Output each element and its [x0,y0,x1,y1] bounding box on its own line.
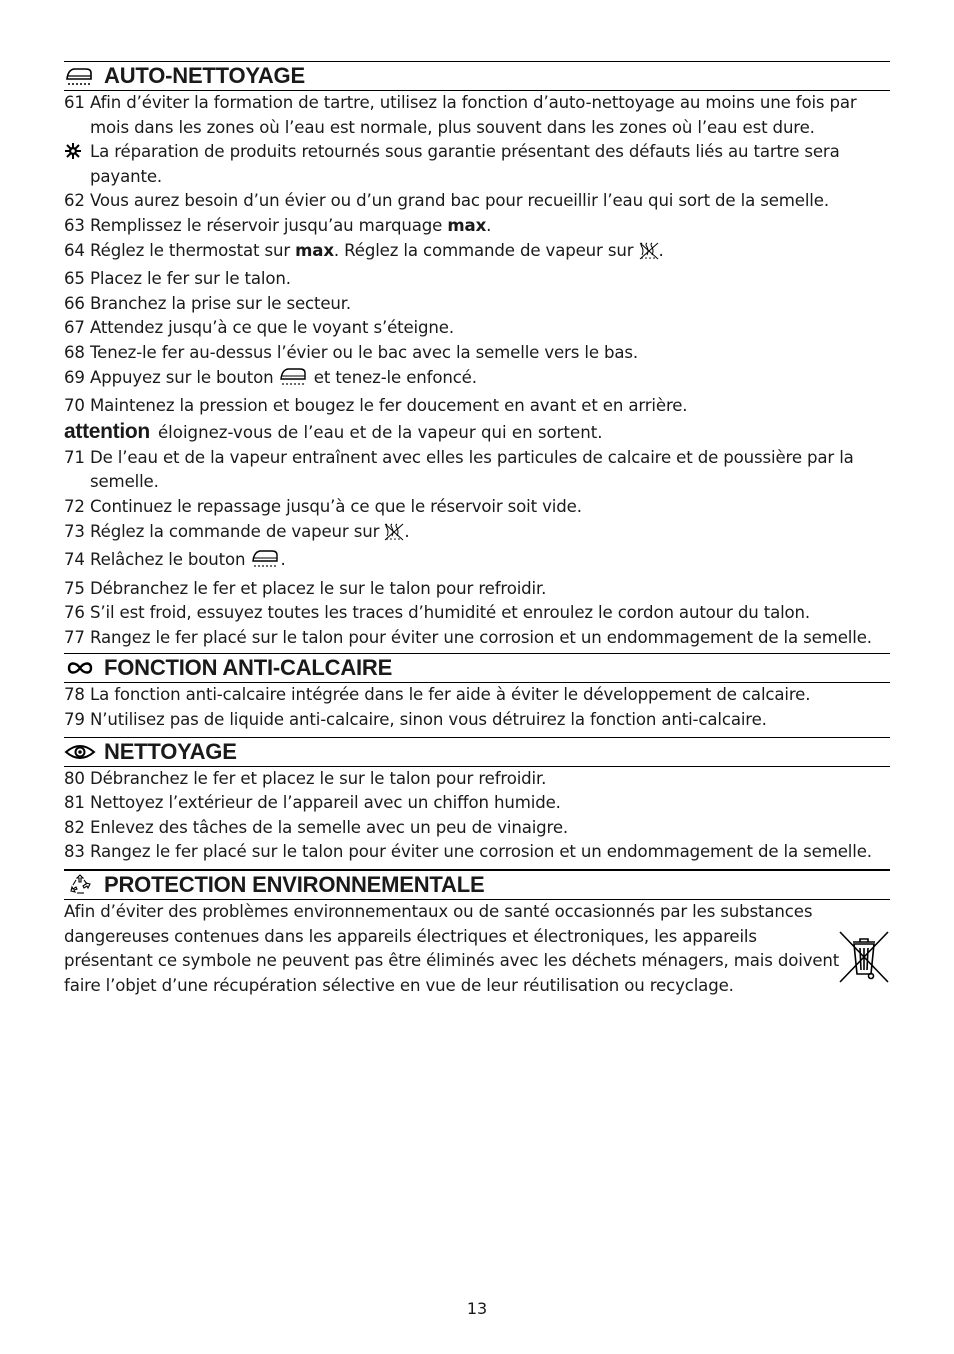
item-number: 67 [64,318,85,338]
section-title: NETTOYAGE [104,738,237,764]
recycle-icon [64,874,96,896]
text-fragment: . [486,215,492,235]
list-item [64,267,890,292]
auto-nettoyage-list [64,91,890,419]
nettoyage-list [64,767,890,865]
item-text: Débranchez le fer et placez le sur le talon pour refroidir. [90,768,547,788]
text-fragment: Réglez le thermostat sur [90,240,296,260]
item-number: 75 [64,578,85,598]
self-clean-iron-icon [64,65,96,87]
item-number: 79 [64,710,85,730]
item-text: Branchez la prise sur le secteur. [90,293,352,313]
text-fragment: et tenez-le enfoncé. [308,367,477,387]
text-fragment: Appuyez sur le bouton [90,367,279,387]
list-item [64,548,890,577]
item-number: 63 [64,215,85,235]
item-number: 65 [64,269,85,289]
list-item [64,495,890,520]
text-fragment: . Réglez la commande de vapeur sur [333,240,639,260]
item-number: 66 [64,293,85,313]
item-text [90,548,890,577]
item-text: Tenez-le fer au-dessus l’évier ou le bac avec la semelle vers le bas. [90,342,639,362]
item-text: Rangez le fer placé sur le talon pour éviter une corrosion et un endommagement de la semelle. [90,842,872,862]
list-item [64,239,890,268]
item-text: De l’eau et de la vapeur entraînent avec elles les particules de calcaire et de poussière par la semelle. [90,447,854,492]
text-fragment: Réglez la commande de vapeur sur [90,521,385,541]
steam-off-icon [384,523,404,549]
item-number: 64 [64,240,85,260]
warning-star-icon [64,140,90,189]
item-number: 72 [64,496,85,516]
item-number: 70 [64,396,85,416]
section-header-environnement [64,869,890,900]
item-text: Rangez le fer placé sur le talon pour éviter une corrosion et un endommagement de la semelle. [90,627,872,647]
item-number: 68 [64,342,85,362]
item-number: 71 [64,447,85,467]
list-item [64,446,890,495]
list-item [64,577,890,602]
section-title: PROTECTION ENVIRONNEMENTALE [104,872,485,898]
list-item [64,316,890,341]
list-item [64,708,890,733]
list-item [64,292,890,317]
text-fragment: . [280,550,286,570]
item-text: La réparation de produits retournés sous garantie présentant des défauts liés au tartre sera payante. [90,142,840,186]
environment-text: Afin d’éviter des problèmes environnementaux ou de santé occasionnés par les substances dangereuses contenues dans les appareils électriques et électroniques, les appareils présentant ce symbole ne peuvent pas être éliminés avec les déchets ménagers, mais doivent faire l’objet d’une récupération sélective en vue de leur réutilisation ou recyclage. [64,902,840,995]
list-item [64,767,890,792]
attention-label: attention [64,419,150,443]
item-text: La fonction anti-calcaire intégrée dans le fer aide à éviter le développement de calcaire. [90,685,811,705]
item-number: 83 [64,842,85,862]
item-text: Débranchez le fer et placez le sur le talon pour refroidir. [90,578,547,598]
list-item [64,601,890,626]
item-text [90,520,890,549]
item-text [90,239,890,268]
self-clean-button-icon [251,549,281,577]
item-text: Nettoyez l’extérieur de l’appareil avec un chiffon humide. [90,793,561,813]
steam-off-icon [639,242,659,268]
item-text: N’utilisez pas de liquide anti-calcaire, sinon vous détruirez la fonction anti-calcaire. [90,710,767,730]
section-title: FONCTION ANTI-CALCAIRE [104,655,393,681]
list-item [64,840,890,865]
item-number: 82 [64,817,85,837]
item-number: 78 [64,685,85,705]
crossed-out-wheelie-bin-icon [838,930,890,994]
section-header-nettoyage [64,737,890,767]
item-number: 69 [64,367,85,387]
item-text: Enlevez des tâches de la semelle avec un peu de vinaigre. [90,817,569,837]
auto-nettoyage-list-continued [64,446,890,651]
item-number: 74 [64,550,85,570]
item-number: 73 [64,521,85,541]
environment-paragraph [64,900,890,998]
item-number: 77 [64,627,85,647]
item-text: S’il est froid, essuyez toutes les traces d’humidité et enroulez le cordon autour du talon. [90,603,811,623]
item-text: Continuez le repassage jusqu’à ce que le réservoir soit vide. [90,496,582,516]
infinity-icon [64,657,96,679]
item-text: Maintenez la pression et bougez le fer doucement en avant et en arrière. [90,396,688,416]
list-item [64,140,890,189]
eye-icon [64,741,96,763]
attention-note [64,419,890,446]
list-item [64,791,890,816]
section-title: AUTO-NETTOYAGE [104,63,305,88]
list-item [64,189,890,214]
section-header-anti-calcaire [64,653,890,683]
item-text: Placez le fer sur le talon. [90,269,291,289]
item-text: Vous aurez besoin d’un évier ou d’un grand bac pour recueillir l’eau qui sort de la semelle. [90,191,829,211]
item-number: 62 [64,191,85,211]
list-item [64,683,890,708]
text-fragment: . [404,521,410,541]
bold-text: max [295,240,334,260]
list-item [64,366,890,395]
self-clean-button-icon [279,367,309,395]
list-item [64,816,890,841]
list-item [64,214,890,239]
item-text: Afin d’éviter la formation de tartre, utilisez la fonction d’auto-nettoyage au moins une fois par mois dans les zones où l’eau est normale, plus souvent dans les zones où l’eau est dure. [90,93,857,137]
list-item [64,520,890,549]
list-item [64,626,890,651]
item-number: 80 [64,768,85,788]
item-number: 76 [64,603,85,623]
list-item [64,91,890,140]
text-fragment: Relâchez le bouton [90,550,251,570]
text-fragment: . [658,240,664,260]
item-number: 81 [64,793,85,813]
item-text: Attendez jusqu’à ce que le voyant s’éteigne. [90,318,454,338]
item-text [90,214,890,239]
anti-calcaire-list [64,683,890,732]
item-number: 61 [64,93,85,112]
bold-text: max [447,215,487,235]
attention-text: éloignez-vous de l’eau et de la vapeur qui en sortent. [157,422,603,442]
section-header-auto-nettoyage [64,61,890,91]
page-number: 13 [466,1299,488,1318]
text-fragment: Remplissez le réservoir jusqu’au marquage [90,215,448,235]
list-item [64,394,890,419]
list-item [64,341,890,366]
manual-page [64,61,890,998]
item-text [90,366,890,395]
